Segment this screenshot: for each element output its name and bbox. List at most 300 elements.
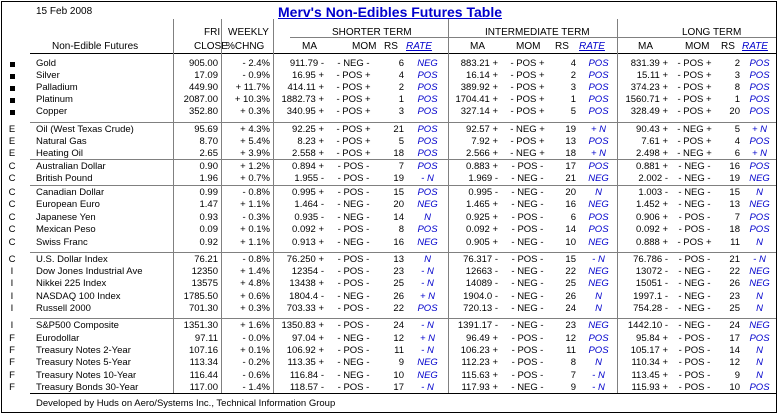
metals-group-marker: [10, 98, 15, 103]
int-rs: 4: [570, 58, 576, 69]
int-rs: 14: [565, 224, 576, 235]
long-rate: NEG: [749, 173, 770, 184]
futures-name: Swiss Franc: [36, 237, 88, 248]
futures-name: Japanese Yen: [36, 212, 96, 223]
weekly-change: + 0.3%: [240, 303, 270, 314]
close-value: 1.47: [199, 199, 218, 210]
int-ma: 720.13 -: [463, 303, 498, 314]
int-mom: - NEG -: [511, 320, 544, 331]
close-value: 107.16: [188, 345, 218, 356]
group-code: I: [10, 291, 14, 302]
int-rate: N: [595, 357, 602, 368]
group-code: F: [9, 357, 15, 368]
int-rate: POS: [588, 224, 609, 235]
short-mom: - POS -: [337, 173, 370, 184]
int-rate: POS: [588, 82, 609, 93]
long-rate: POS: [749, 70, 770, 81]
int-rate: POS: [588, 212, 609, 223]
long-mom: - NEG -: [678, 320, 711, 331]
int-rate: NEG: [588, 278, 609, 289]
long-rs: 7: [734, 212, 740, 223]
short-rs: 14: [393, 212, 404, 223]
long-mom: - POS -: [678, 212, 711, 223]
int-ma: 0.925 +: [466, 212, 498, 223]
int-mom: - POS +: [510, 70, 545, 81]
int-rate: POS: [588, 345, 609, 356]
short-rate: - N: [421, 345, 434, 356]
short-rate: - N: [421, 320, 434, 331]
weekly-change: + 10.3%: [234, 94, 270, 105]
int-rate: POS: [588, 333, 609, 344]
short-mom: - POS -: [337, 320, 370, 331]
short-ma: 13438 +: [289, 278, 324, 289]
short-mom: - POS +: [336, 70, 371, 81]
short-mom: - POS +: [336, 106, 371, 117]
int-ma: 117.93 +: [461, 382, 498, 393]
long-rs: 1: [734, 94, 740, 105]
short-rate: NEG: [417, 199, 438, 210]
int-rate: NEG: [588, 199, 609, 210]
int-ma: 0.092 +: [466, 224, 498, 235]
header-long-ma: MA: [638, 41, 653, 52]
short-ma: 76.250 +: [286, 254, 324, 265]
int-ma: 12663 -: [465, 266, 498, 277]
long-rate: NEG: [749, 278, 770, 289]
short-rate: POS: [417, 136, 438, 147]
int-mom: - POS -: [511, 161, 544, 172]
long-term-underline: [618, 37, 776, 38]
table-row: [2, 254, 778, 266]
short-rs: 23: [393, 266, 404, 277]
long-mom: - POS +: [677, 136, 712, 147]
table-row: [2, 266, 778, 278]
header-int-ma: MA: [470, 41, 485, 52]
short-rs: 2: [398, 82, 404, 93]
long-rate: N: [756, 187, 763, 198]
weekly-change: - 0.8%: [242, 187, 270, 198]
futures-name: Dow Jones Industrial Ave: [36, 266, 143, 277]
weekly-change: + 0.6%: [240, 291, 270, 302]
short-mom: - POS -: [337, 187, 370, 198]
close-value: 905.00: [188, 58, 218, 69]
long-rs: 18: [729, 224, 740, 235]
int-ma: 112.23 +: [461, 357, 498, 368]
short-rate: POS: [417, 148, 438, 159]
int-ma: 2.566 +: [466, 148, 498, 159]
short-rate: POS: [417, 161, 438, 172]
table-row: [2, 173, 778, 185]
int-rate: - N: [592, 382, 605, 393]
long-ma: 1560.71 +: [625, 94, 668, 105]
short-mom: - POS -: [337, 254, 370, 265]
group-code: I: [10, 320, 14, 331]
long-rs: 14: [729, 345, 740, 356]
long-ma: 831.39 +: [630, 58, 668, 69]
short-rs: 6: [398, 58, 404, 69]
long-ma: 105.17 +: [630, 345, 668, 356]
group-divider-metals: [30, 122, 776, 123]
long-rate: N: [756, 303, 763, 314]
long-mom: - POS -: [678, 382, 711, 393]
short-rs: 11: [394, 345, 404, 356]
table-row: [2, 345, 778, 357]
short-mom: - NEG -: [337, 357, 370, 368]
close-value: 0.99: [199, 187, 218, 198]
header-long-rate: RATE: [742, 41, 768, 52]
int-mom: - NEG -: [511, 278, 544, 289]
int-rate: NEG: [588, 237, 609, 248]
futures-name: U.S. Dollar Index: [36, 254, 108, 265]
int-rate: N: [595, 187, 602, 198]
table-row: [2, 333, 778, 345]
int-ma: 1904.0 -: [463, 291, 498, 302]
short-ma: 414.11 +: [287, 82, 324, 93]
long-rs: 21: [729, 254, 740, 265]
header-shorter-term: SHORTER TERM: [332, 27, 412, 38]
int-ma: 76.317 -: [463, 254, 498, 265]
futures-name: Copper: [36, 106, 68, 117]
futures-name: Australian Dollar: [36, 161, 106, 172]
int-rs: 25: [565, 278, 576, 289]
long-ma: 0.092 +: [636, 224, 668, 235]
int-rs: 20: [565, 187, 576, 198]
close-value: 76.21: [194, 254, 218, 265]
long-mom: - POS -: [678, 357, 711, 368]
group-code: C: [8, 199, 16, 210]
weekly-change: + 1.4%: [240, 266, 270, 277]
long-rs: 16: [729, 161, 740, 172]
close-value: 116.44: [189, 370, 218, 381]
int-rs: 13: [565, 136, 576, 147]
long-mom: - POS -: [678, 345, 711, 356]
int-ma: 14089 -: [465, 278, 498, 289]
int-rate: N: [595, 291, 602, 302]
int-mom: - NEG -: [511, 266, 544, 277]
short-rate: POS: [417, 224, 438, 235]
long-mom: - NEG -: [678, 291, 711, 302]
long-rate: N: [756, 291, 763, 302]
metals-group-marker: [10, 86, 15, 91]
int-ma: 0.995 -: [468, 187, 498, 198]
long-rate: - N: [753, 254, 766, 265]
short-ma: 116.84 -: [289, 370, 324, 381]
short-mom: - NEG -: [337, 291, 370, 302]
short-mom: - POS -: [337, 161, 370, 172]
futures-name: Russell 2000: [36, 303, 91, 314]
short-mom: - NEG -: [337, 370, 370, 381]
table-row: [2, 148, 778, 160]
int-ma: 1704.41 +: [455, 94, 498, 105]
short-mom: - NEG -: [337, 58, 370, 69]
long-mom: - NEG -: [678, 173, 711, 184]
long-rate: POS: [749, 333, 770, 344]
long-ma: 115.93 +: [631, 382, 668, 393]
header-short-rs: RS: [384, 41, 398, 52]
short-mom: - POS -: [337, 266, 370, 277]
weekly-change: - 0.6%: [242, 370, 270, 381]
long-rate: POS: [749, 136, 770, 147]
group-code: C: [8, 254, 16, 265]
group-code: E: [8, 148, 16, 159]
int-rs: 9: [570, 382, 576, 393]
futures-name: Gold: [36, 58, 57, 69]
close-value: 2087.00: [183, 94, 218, 105]
close-value: 113.34: [189, 357, 218, 368]
table-row: [2, 278, 778, 290]
futures-table-frame: [1, 1, 777, 413]
long-rate: POS: [749, 82, 770, 93]
futures-name: S&P500 Composite: [36, 320, 119, 331]
futures-name: Treasury Notes 5-Year: [36, 357, 131, 368]
long-ma: 90.43 +: [636, 124, 668, 135]
int-rate: N: [595, 303, 602, 314]
long-rate: POS: [749, 58, 770, 69]
int-rs: 11: [566, 345, 576, 356]
int-ma: 1.465 +: [466, 199, 498, 210]
long-rate: POS: [749, 224, 770, 235]
short-rs: 3: [398, 106, 404, 117]
group-code: C: [8, 224, 16, 235]
long-ma: 1997.1 -: [633, 291, 668, 302]
weekly-change: - 0.0%: [242, 333, 270, 344]
metals-group-marker: [10, 74, 15, 79]
short-rs: 15: [393, 187, 404, 198]
short-rate: - N: [421, 173, 434, 184]
close-value: 13575: [191, 278, 218, 289]
int-mom: - POS -: [511, 254, 544, 265]
short-ma: 340.95 +: [286, 106, 324, 117]
metals-group-marker: [10, 62, 15, 67]
table-row: [2, 212, 778, 224]
long-mom: - POS -: [678, 333, 711, 344]
long-rate: N: [756, 345, 763, 356]
table-row: [2, 320, 778, 332]
short-rs: 18: [393, 148, 404, 159]
close-value: 12350: [191, 266, 218, 277]
short-mom: - POS +: [336, 148, 371, 159]
int-mom: - POS -: [511, 212, 544, 223]
long-rate: + N: [751, 148, 768, 159]
int-rate: POS: [588, 136, 609, 147]
table-title: Merv's Non-Edibles Futures Table: [278, 4, 502, 20]
int-rate: + N: [590, 124, 607, 135]
int-mom: - NEG +: [510, 124, 545, 135]
long-rs: 24: [729, 320, 740, 331]
long-ma: 754.28 -: [633, 303, 668, 314]
short-rate: POS: [417, 303, 438, 314]
close-value: 97.11: [194, 333, 218, 344]
int-rate: NEG: [588, 266, 609, 277]
int-rs: 1: [570, 94, 576, 105]
int-mom: - POS -: [511, 333, 544, 344]
table-row: [2, 370, 778, 382]
long-rate: POS: [749, 382, 770, 393]
short-mom: - NEG -: [337, 237, 370, 248]
weekly-change: - 0.8%: [242, 254, 270, 265]
long-mom: - POS +: [677, 70, 712, 81]
weekly-change: - 0.2%: [242, 357, 270, 368]
long-ma: 0.881 +: [636, 161, 668, 172]
weekly-change: - 0.3%: [242, 212, 270, 223]
group-code: F: [9, 382, 15, 393]
short-rate: N: [424, 212, 431, 223]
short-rs: 17: [393, 382, 404, 393]
weekly-change: + 1.1%: [240, 237, 270, 248]
intermediate-term-underline: [449, 37, 617, 38]
long-rs: 11: [730, 237, 740, 248]
table-row: [2, 58, 778, 70]
header-short-rate: RATE: [406, 41, 432, 52]
long-mom: - POS -: [678, 224, 711, 235]
int-rate: POS: [588, 70, 609, 81]
int-mom: - POS +: [510, 82, 545, 93]
table-row: [2, 237, 778, 249]
int-mom: - NEG -: [511, 173, 544, 184]
int-rs: 23: [565, 320, 576, 331]
group-code: C: [8, 173, 16, 184]
group-divider-indices: [30, 318, 776, 319]
long-mom: - NEG -: [678, 199, 711, 210]
long-mom: - POS -: [678, 370, 711, 381]
short-ma: 1882.73 +: [281, 94, 324, 105]
table-row: [2, 187, 778, 199]
int-mom: - POS -: [511, 224, 544, 235]
table-row: [2, 82, 778, 94]
group-code: F: [9, 345, 15, 356]
long-mom: - NEG -: [678, 278, 711, 289]
int-mom: - NEG -: [511, 187, 544, 198]
short-rate: POS: [417, 70, 438, 81]
close-value: 1785.50: [183, 291, 218, 302]
report-date: 15 Feb 2008: [36, 6, 93, 17]
int-rs: 24: [565, 303, 576, 314]
short-ma: 703.33 +: [286, 303, 324, 314]
weekly-change: + 3.9%: [240, 148, 270, 159]
table-row: [2, 136, 778, 148]
short-rs: 20: [393, 199, 404, 210]
group-code: I: [10, 266, 14, 277]
short-ma: 118.57 -: [289, 382, 324, 393]
short-rate: NEG: [417, 357, 438, 368]
close-value: 0.92: [199, 237, 218, 248]
short-rs: 1: [398, 94, 404, 105]
futures-name: British Pound: [36, 173, 93, 184]
short-ma: 911.79 -: [289, 58, 324, 69]
short-rate: NEG: [417, 370, 438, 381]
short-ma: 0.092 +: [292, 224, 324, 235]
long-mom: - NEG -: [678, 303, 711, 314]
table-row: [2, 70, 778, 82]
int-rs: 15: [565, 254, 576, 265]
long-ma: 110.34 +: [631, 357, 668, 368]
group-code: C: [8, 212, 16, 223]
short-mom: - NEG -: [337, 199, 370, 210]
weekly-change: + 0.7%: [240, 173, 270, 184]
long-rate: NEG: [749, 199, 770, 210]
long-ma: 1.452 +: [636, 199, 668, 210]
header-short-ma: MA: [302, 41, 317, 52]
futures-name: Treasury Notes 10-Year: [36, 370, 137, 381]
long-ma: 1442.10 -: [627, 320, 668, 331]
long-rs: 5: [734, 124, 740, 135]
short-rs: 25: [393, 278, 404, 289]
long-mom: - POS +: [677, 82, 712, 93]
header-futures-name: Non-Edible Futures: [52, 41, 139, 52]
table-row: [2, 291, 778, 303]
short-rate: NEG: [417, 58, 438, 69]
long-rs: 12: [729, 357, 740, 368]
long-rate: POS: [749, 212, 770, 223]
table-row: [2, 224, 778, 236]
weekly-change: + 5.4%: [240, 136, 270, 147]
long-rate: NEG: [749, 266, 770, 277]
table-row: [2, 199, 778, 211]
close-value: 8.70: [199, 136, 218, 147]
long-rs: 17: [729, 333, 740, 344]
long-ma: 15051 -: [635, 278, 668, 289]
short-ma: 0.894 +: [292, 161, 324, 172]
short-rate: - N: [421, 382, 434, 393]
weekly-change: + 4.8%: [240, 278, 270, 289]
short-ma: 97.04 +: [292, 333, 324, 344]
short-rate: + N: [419, 333, 436, 344]
long-mom: - NEG +: [677, 124, 712, 135]
int-rs: 8: [570, 357, 576, 368]
short-ma: 2.558 +: [292, 148, 324, 159]
short-ma: 92.25 +: [292, 124, 324, 135]
weekly-change: - 0.9%: [242, 70, 270, 81]
int-rs: 12: [565, 333, 576, 344]
weekly-change: + 1.6%: [240, 320, 270, 331]
long-rs: 8: [734, 82, 740, 93]
futures-name: Nikkei 225 Index: [36, 278, 107, 289]
futures-name: Platinum: [36, 94, 73, 105]
short-rs: 5: [398, 136, 404, 147]
close-value: 0.93: [199, 212, 218, 223]
close-value: 17.09: [194, 70, 218, 81]
int-ma: 16.14 +: [466, 70, 498, 81]
int-mom: - NEG +: [510, 148, 545, 159]
group-divider-currency-1: [30, 185, 776, 186]
short-ma: 1.955 -: [294, 173, 324, 184]
header-fri: FRI: [204, 27, 221, 38]
group-code: C: [8, 161, 16, 172]
int-mom: - POS -: [511, 370, 544, 381]
header-int-rate: RATE: [579, 41, 605, 52]
short-rs: 4: [398, 70, 404, 81]
long-mom: - POS -: [678, 254, 711, 265]
long-rs: 2: [734, 58, 740, 69]
short-rate: - N: [421, 278, 434, 289]
int-mom: - POS +: [510, 106, 545, 117]
int-rs: 6: [570, 212, 576, 223]
short-rate: POS: [417, 82, 438, 93]
int-ma: 327.14 +: [460, 106, 498, 117]
long-rs: 26: [729, 278, 740, 289]
int-rs: 3: [570, 82, 576, 93]
group-code: E: [8, 136, 16, 147]
long-ma: 0.888 +: [636, 237, 668, 248]
short-rs: 7: [398, 161, 404, 172]
group-code: F: [9, 370, 15, 381]
long-rs: 25: [729, 303, 740, 314]
table-row: [2, 94, 778, 106]
long-rate: NEG: [749, 320, 770, 331]
close-value: 0.90: [199, 161, 218, 172]
weekly-change: + 11.7%: [235, 82, 270, 93]
long-rate: POS: [749, 106, 770, 117]
long-mom: - POS +: [677, 106, 712, 117]
